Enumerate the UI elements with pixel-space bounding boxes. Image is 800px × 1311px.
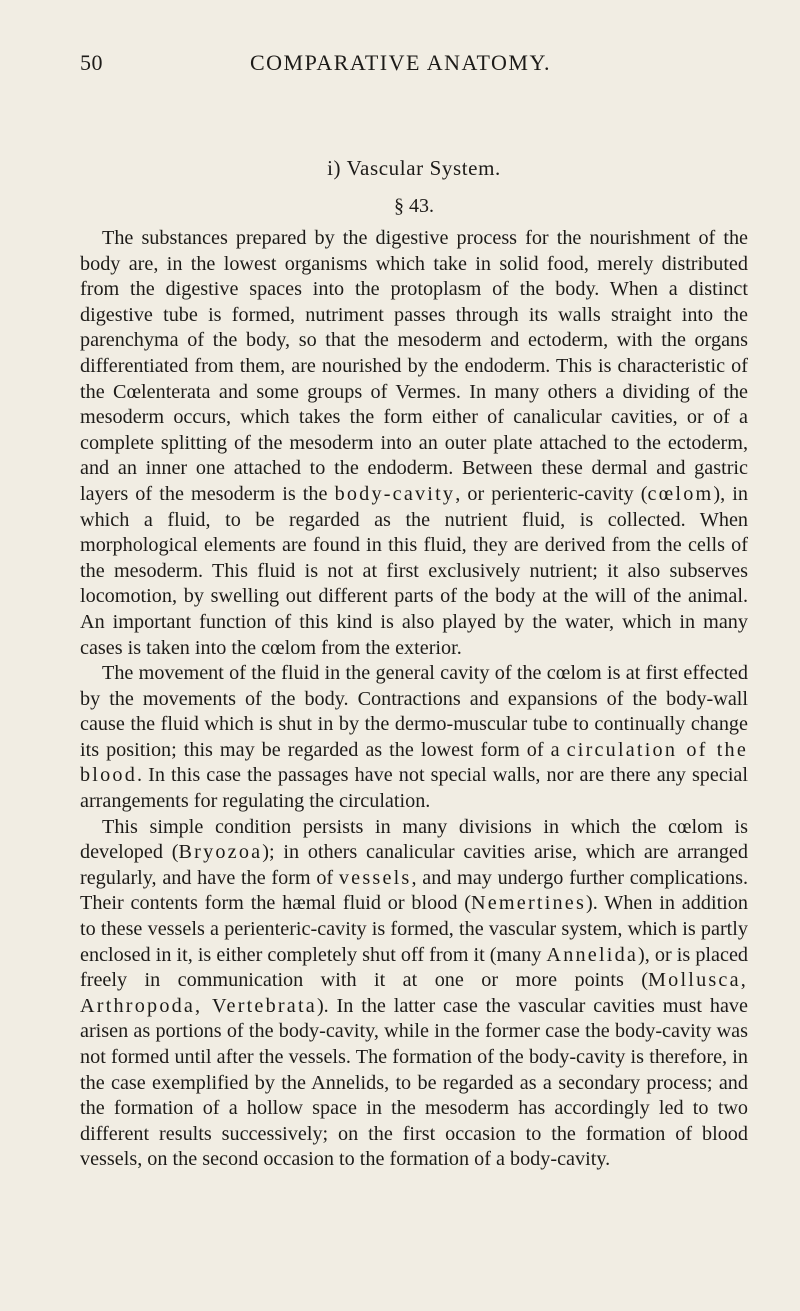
- running-head: [80, 50, 748, 76]
- text-run: ), in which a fluid, to be regarded as the nutrient fluid, is collected. When morphological elements are found in this fluid, they are derived from the cells of the mesoderm. This fluid is not at first exclusively nutrient; it also subserves locomotion, by swelling out different parts of the body at the will of the animal. An important function of this kind is also played by the water, which in many cases is taken into the cœlom from the exterior.: [80, 482, 748, 659]
- text-run: This simple condition persists in many divisions in which the cœlom is developed (: [80, 815, 748, 864]
- paragraph: [80, 661, 748, 815]
- running-title: COMPARATIVE ANATOMY.: [250, 50, 551, 75]
- spaced-term: circulation of the blood: [80, 738, 749, 787]
- text-run: The movement of the fluid in the general cavity of the cœlom is at first effected by the movements of the body. Contractions and expansions of the body-wall cause the fluid which is shut in by the dermo-muscular tube to continually change its position; this may be regarded as the lowest form of a: [80, 662, 748, 761]
- text-run: ), or is placed freely in communication with it at one or more points (: [80, 943, 748, 992]
- spaced-term: Mollusca, Arthropoda, Vertebrata: [80, 969, 748, 1017]
- text-run: ); in others canalicular cavities arise, which are arranged regularly, and have the form of: [80, 841, 748, 889]
- spaced-term: Annelida: [546, 943, 639, 966]
- text-run: ). In the latter case the vascular cavities must have arisen as portions of the body-cavity, while in the former case the body-cavity was not formed until after the vessels. The formation of the body-cavity is therefore, in the case exemplified by the Annelids, to be regarded as a secondary process; and the formation of a hollow space in the mesoderm has accordingly led to two different results successively; on the first occasion to the formation of blood vessels, on the second occasion to the formation of a body-cavity.: [80, 994, 748, 1171]
- spaced-term: cœlom: [647, 482, 714, 505]
- paragraph: [80, 815, 748, 1173]
- spaced-term: body-cavity: [334, 482, 456, 505]
- spaced-term: vessels: [338, 866, 412, 889]
- text-run: The substances prepared by the digestive process for the nourishment of the body are, in the lowest organisms which take in solid food, merely distributed from the digestive spaces into the protoplasm of the body. When a distinct digestive tube is formed, nutriment passes through its walls straight into the parenchyma of the body, so that the mesoderm and ectoderm, with the organs differentiated from them, are nourished by the endoderm. This is characteristic of the Cœlenterata and some groups of Vermes. In many others a dividing of the mesoderm occurs, which takes the form either of canalicular cavities, or of a complete splitting of the mesoderm into an outer plate attached to the ectoderm, and an inner one attached to the endoderm. Between these dermal and gastric layers of the mesoderm is the: [80, 227, 748, 505]
- paragraph: [80, 226, 748, 661]
- spaced-term: Bryozoa: [178, 841, 263, 864]
- body-text: [80, 226, 748, 1173]
- text-run: ). When in addition to these vessels a perienteric-cavity is formed, the vascular system, which is partly enclosed in it, is either completely shut off from it (many: [80, 892, 748, 966]
- text-run: . In this case the passages have not special walls, nor are there any special arrangements for regulating the circulation.: [80, 764, 748, 813]
- text-run: , and may undergo further complications. Their contents form the hæmal fluid or blood (: [80, 866, 748, 915]
- text-run: , or perienteric-cavity (: [455, 482, 648, 505]
- page-number: 50: [80, 50, 103, 75]
- spaced-term: Nemertines: [470, 892, 587, 915]
- section-number: § 43.: [394, 195, 434, 217]
- section-title: i) Vascular System.: [327, 156, 501, 180]
